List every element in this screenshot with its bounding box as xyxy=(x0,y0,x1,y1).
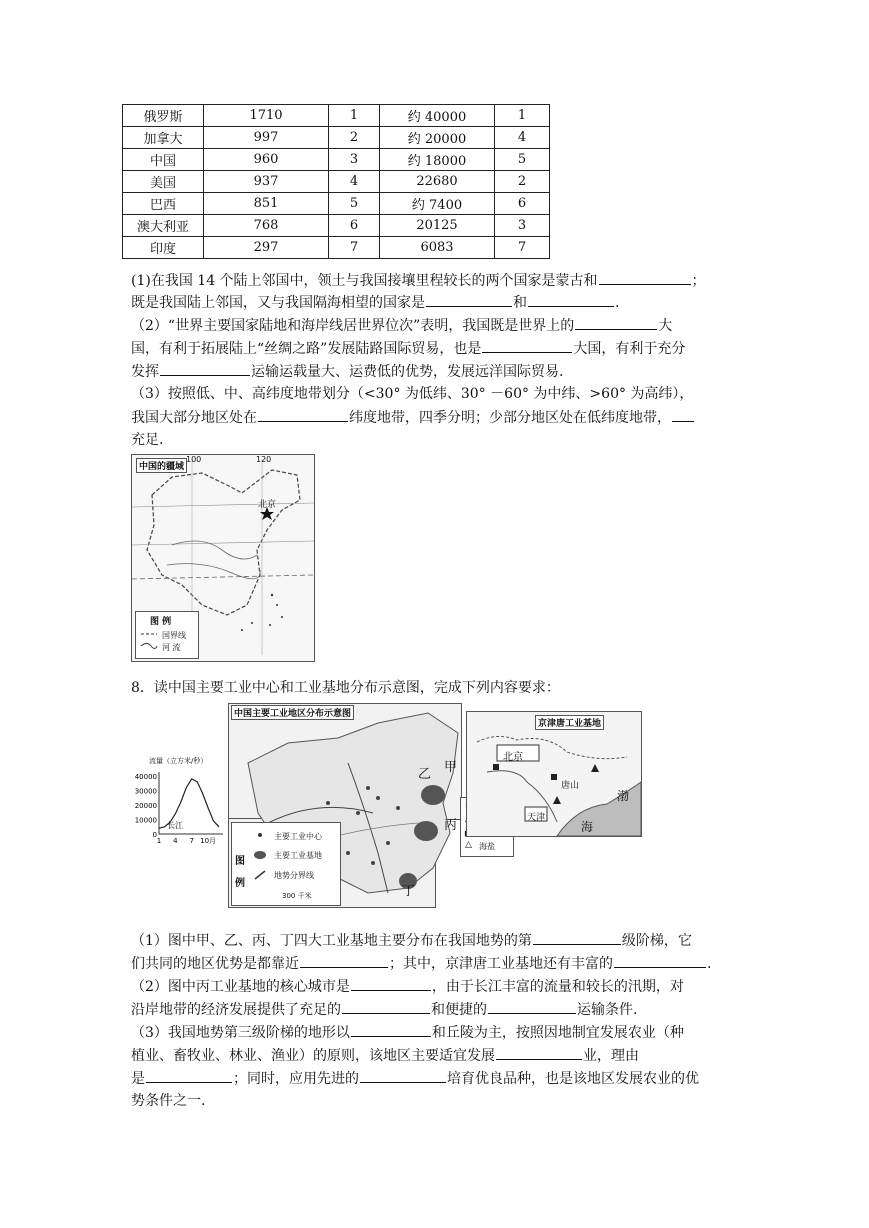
jingjintang-inset xyxy=(466,711,642,837)
y-tick-label: 0 xyxy=(152,831,157,839)
q7-line8: 充足. xyxy=(131,432,164,448)
answer-blank[interactable] xyxy=(342,999,430,1014)
table-cell: 997 xyxy=(204,127,329,149)
answer-blank[interactable] xyxy=(160,361,250,376)
x-tick-label: 4 xyxy=(173,837,178,845)
table-cell: 6 xyxy=(495,193,550,215)
chart-ylabel: 流量（立方米/秒） xyxy=(149,757,208,765)
q8-intro: 8．读中国主要工业中心和工业基地分布示意图，完成下列内容要求： xyxy=(131,680,560,696)
table-cell: 2 xyxy=(495,171,550,193)
answer-blank[interactable] xyxy=(614,953,706,968)
table-cell: 7 xyxy=(495,237,550,259)
answer-blank[interactable] xyxy=(575,315,657,330)
answer-blank[interactable] xyxy=(599,270,691,285)
table-cell: 澳大利亚 xyxy=(123,215,204,237)
answer-blank[interactable] xyxy=(146,1068,232,1083)
x-tick-label: 7 xyxy=(189,837,194,845)
table-cell: 约 7400 xyxy=(380,193,495,215)
legend-symbols xyxy=(139,626,159,656)
table-cell: 22680 xyxy=(380,171,495,193)
table-cell: 20125 xyxy=(380,215,495,237)
answer-blank[interactable] xyxy=(533,930,621,945)
q7-line5: 发挥 运输运载量大、运费低的优势，发展远洋国际贸易. xyxy=(131,361,563,382)
table-cell: 巴西 xyxy=(123,193,204,215)
table-cell: 美国 xyxy=(123,171,204,193)
table-cell: 3 xyxy=(329,149,380,171)
q7-line3: （2）“世界主要国家陆地和海岸线居世界位次”表明，我国既是世界上的 大 xyxy=(131,315,672,336)
table-cell: 加拿大 xyxy=(123,127,204,149)
table-cell: 960 xyxy=(204,149,329,171)
answer-blank[interactable] xyxy=(496,1045,582,1060)
y-tick-label: 20000 xyxy=(134,802,157,810)
table-cell: 7 xyxy=(329,237,380,259)
q7-line1: (1)在我国 14 个陆上邻国中，领土与我国接壤里程较长的两个国家是蒙古和 ； xyxy=(131,270,706,291)
answer-blank[interactable] xyxy=(360,1068,446,1083)
inset-hai-label: 海 xyxy=(581,820,594,834)
table-row xyxy=(123,127,550,149)
q8-line5: （3）我国地势第三级阶梯的地形以 和丘陵为主，按照因地制宜发展农业（种 xyxy=(131,1022,684,1043)
q8-line4: 沿岸地带的经济发展提供了充足的 和便捷的 运输条件. xyxy=(131,999,637,1020)
table-cell: 6 xyxy=(329,215,380,237)
q7-line7: 我国大部分地区处在 纬度地带，四季分明；少部分地区处在低纬度地带， xyxy=(131,407,695,428)
answer-blank[interactable] xyxy=(300,953,388,968)
table-cell: 297 xyxy=(204,237,329,259)
table-cell: 印度 xyxy=(123,237,204,259)
table-cell: 5 xyxy=(495,149,550,171)
flow-chart-svg xyxy=(131,762,231,848)
q7-text: (1)在我国 14 个陆上邻国中，领土与我国接壤里程较长的两个国家是蒙古和 xyxy=(131,273,598,289)
table-row xyxy=(123,171,550,193)
china-territory-map xyxy=(131,454,315,662)
answer-blank[interactable] xyxy=(258,407,348,422)
table-cell: 4 xyxy=(329,171,380,193)
answer-blank[interactable] xyxy=(482,338,572,353)
answer-blank[interactable] xyxy=(426,292,512,307)
ding-label: 丁 xyxy=(402,884,416,899)
inset-tianjin-label: 天津 xyxy=(527,813,546,823)
table-cell: 5 xyxy=(329,193,380,215)
industrial-map-title: 中国主要工业地区分布示意图 xyxy=(231,705,354,720)
table-cell: 1 xyxy=(495,105,550,127)
table-row xyxy=(123,105,550,127)
q7-line6: （3）按照低、中、高纬度地带划分（<30° 为低纬、30° －60° 为中纬、>60° 为高纬）， xyxy=(131,386,694,402)
table-cell: 768 xyxy=(204,215,329,237)
y-tick-label: 10000 xyxy=(134,816,157,825)
answer-blank[interactable] xyxy=(672,407,694,422)
industrial-map-legend: 图 例 主要工业中心 主要工业基地 地势分界线 300 千米 xyxy=(231,822,341,906)
table-cell: 1710 xyxy=(204,105,329,127)
q7-line2: 既是我国陆上邻国，又与我国隔海相望的国家是 和 . xyxy=(131,292,619,313)
legend-symbols xyxy=(250,827,274,887)
inset-tangshan-label: 唐山 xyxy=(561,781,580,791)
table-cell: 851 xyxy=(204,193,329,215)
table-cell: 937 xyxy=(204,171,329,193)
table-cell: 约 18000 xyxy=(380,149,495,171)
q8-line3: （2）图中丙工业基地的核心城市是 ，由于长江丰富的流量和较长的汛期，对 xyxy=(131,976,684,997)
x-tick-label: 10月 xyxy=(200,837,217,845)
table-cell: 俄罗斯 xyxy=(123,105,204,127)
salt-icon: △ xyxy=(465,840,472,850)
table-cell: 2 xyxy=(329,127,380,149)
table-row xyxy=(123,149,550,171)
scale-bar: 300 千米 xyxy=(282,892,312,900)
table-row xyxy=(123,193,550,215)
answer-blank[interactable] xyxy=(351,976,431,991)
x-tick-label: 1 xyxy=(156,837,162,845)
answer-blank[interactable] xyxy=(351,1022,431,1037)
y-tick-label: 40000 xyxy=(134,773,157,781)
q8-line8: 势条件之一. xyxy=(131,1093,206,1109)
inset-title: 京津唐工业基地 xyxy=(535,715,604,730)
inset-beijing-label: 北京 xyxy=(503,752,523,763)
resources-legend: △ 海盐 xyxy=(460,797,514,857)
q7-line4: 国，有利于拓展陆上“丝绸之路”发展陆路国际贸易，也是 大国，有利于充分 xyxy=(131,338,685,359)
country-table xyxy=(122,104,550,259)
table-cell: 约 40000 xyxy=(380,105,495,127)
map-title: 中国的疆域 xyxy=(136,458,187,473)
yi-label: 乙 xyxy=(418,767,432,782)
table-cell: 1 xyxy=(329,105,380,127)
jia-label: 甲 xyxy=(444,760,458,775)
yangtze-flow-chart xyxy=(131,757,231,848)
table-row xyxy=(123,215,550,237)
answer-blank[interactable] xyxy=(528,292,614,307)
table-cell: 3 xyxy=(495,215,550,237)
table-cell: 约 20000 xyxy=(380,127,495,149)
table-cell: 6083 xyxy=(380,237,495,259)
answer-blank[interactable] xyxy=(488,999,576,1014)
q8-line2: 们共同的地区优势是都靠近 ；其中，京津唐工业基地还有丰富的 . xyxy=(131,953,711,974)
beijing-label: 北京 xyxy=(258,500,277,510)
map-legend: 图 例 国界线 河 流 xyxy=(135,611,199,659)
table-cell: 中国 xyxy=(123,149,204,171)
series-label: 长江 xyxy=(167,821,183,830)
q8-line7: 是 ；同时，应用先进的 培育优良品种，也是该地区发展农业的优 xyxy=(131,1068,699,1089)
table-row xyxy=(123,237,550,259)
bing-label: 丙 xyxy=(444,818,458,833)
longitude-label: 120 xyxy=(256,455,272,464)
inset-drawing xyxy=(467,712,641,836)
y-tick-label: 30000 xyxy=(134,787,157,796)
q8-line6: 植业、畜牧业、林业、渔业）的原则，该地区主要适宜发展 业，理由 xyxy=(131,1045,639,1066)
jia-base-marker xyxy=(421,785,445,805)
q8-line1: （1）图中甲、乙、丙、丁四大工业基地主要分布在我国地势的第 级阶梯，它 xyxy=(131,930,692,951)
bing-base-marker xyxy=(414,821,438,841)
inset-bo-label: 渤 xyxy=(617,789,630,803)
table-cell: 4 xyxy=(495,127,550,149)
longitude-label: 100 xyxy=(186,455,202,464)
